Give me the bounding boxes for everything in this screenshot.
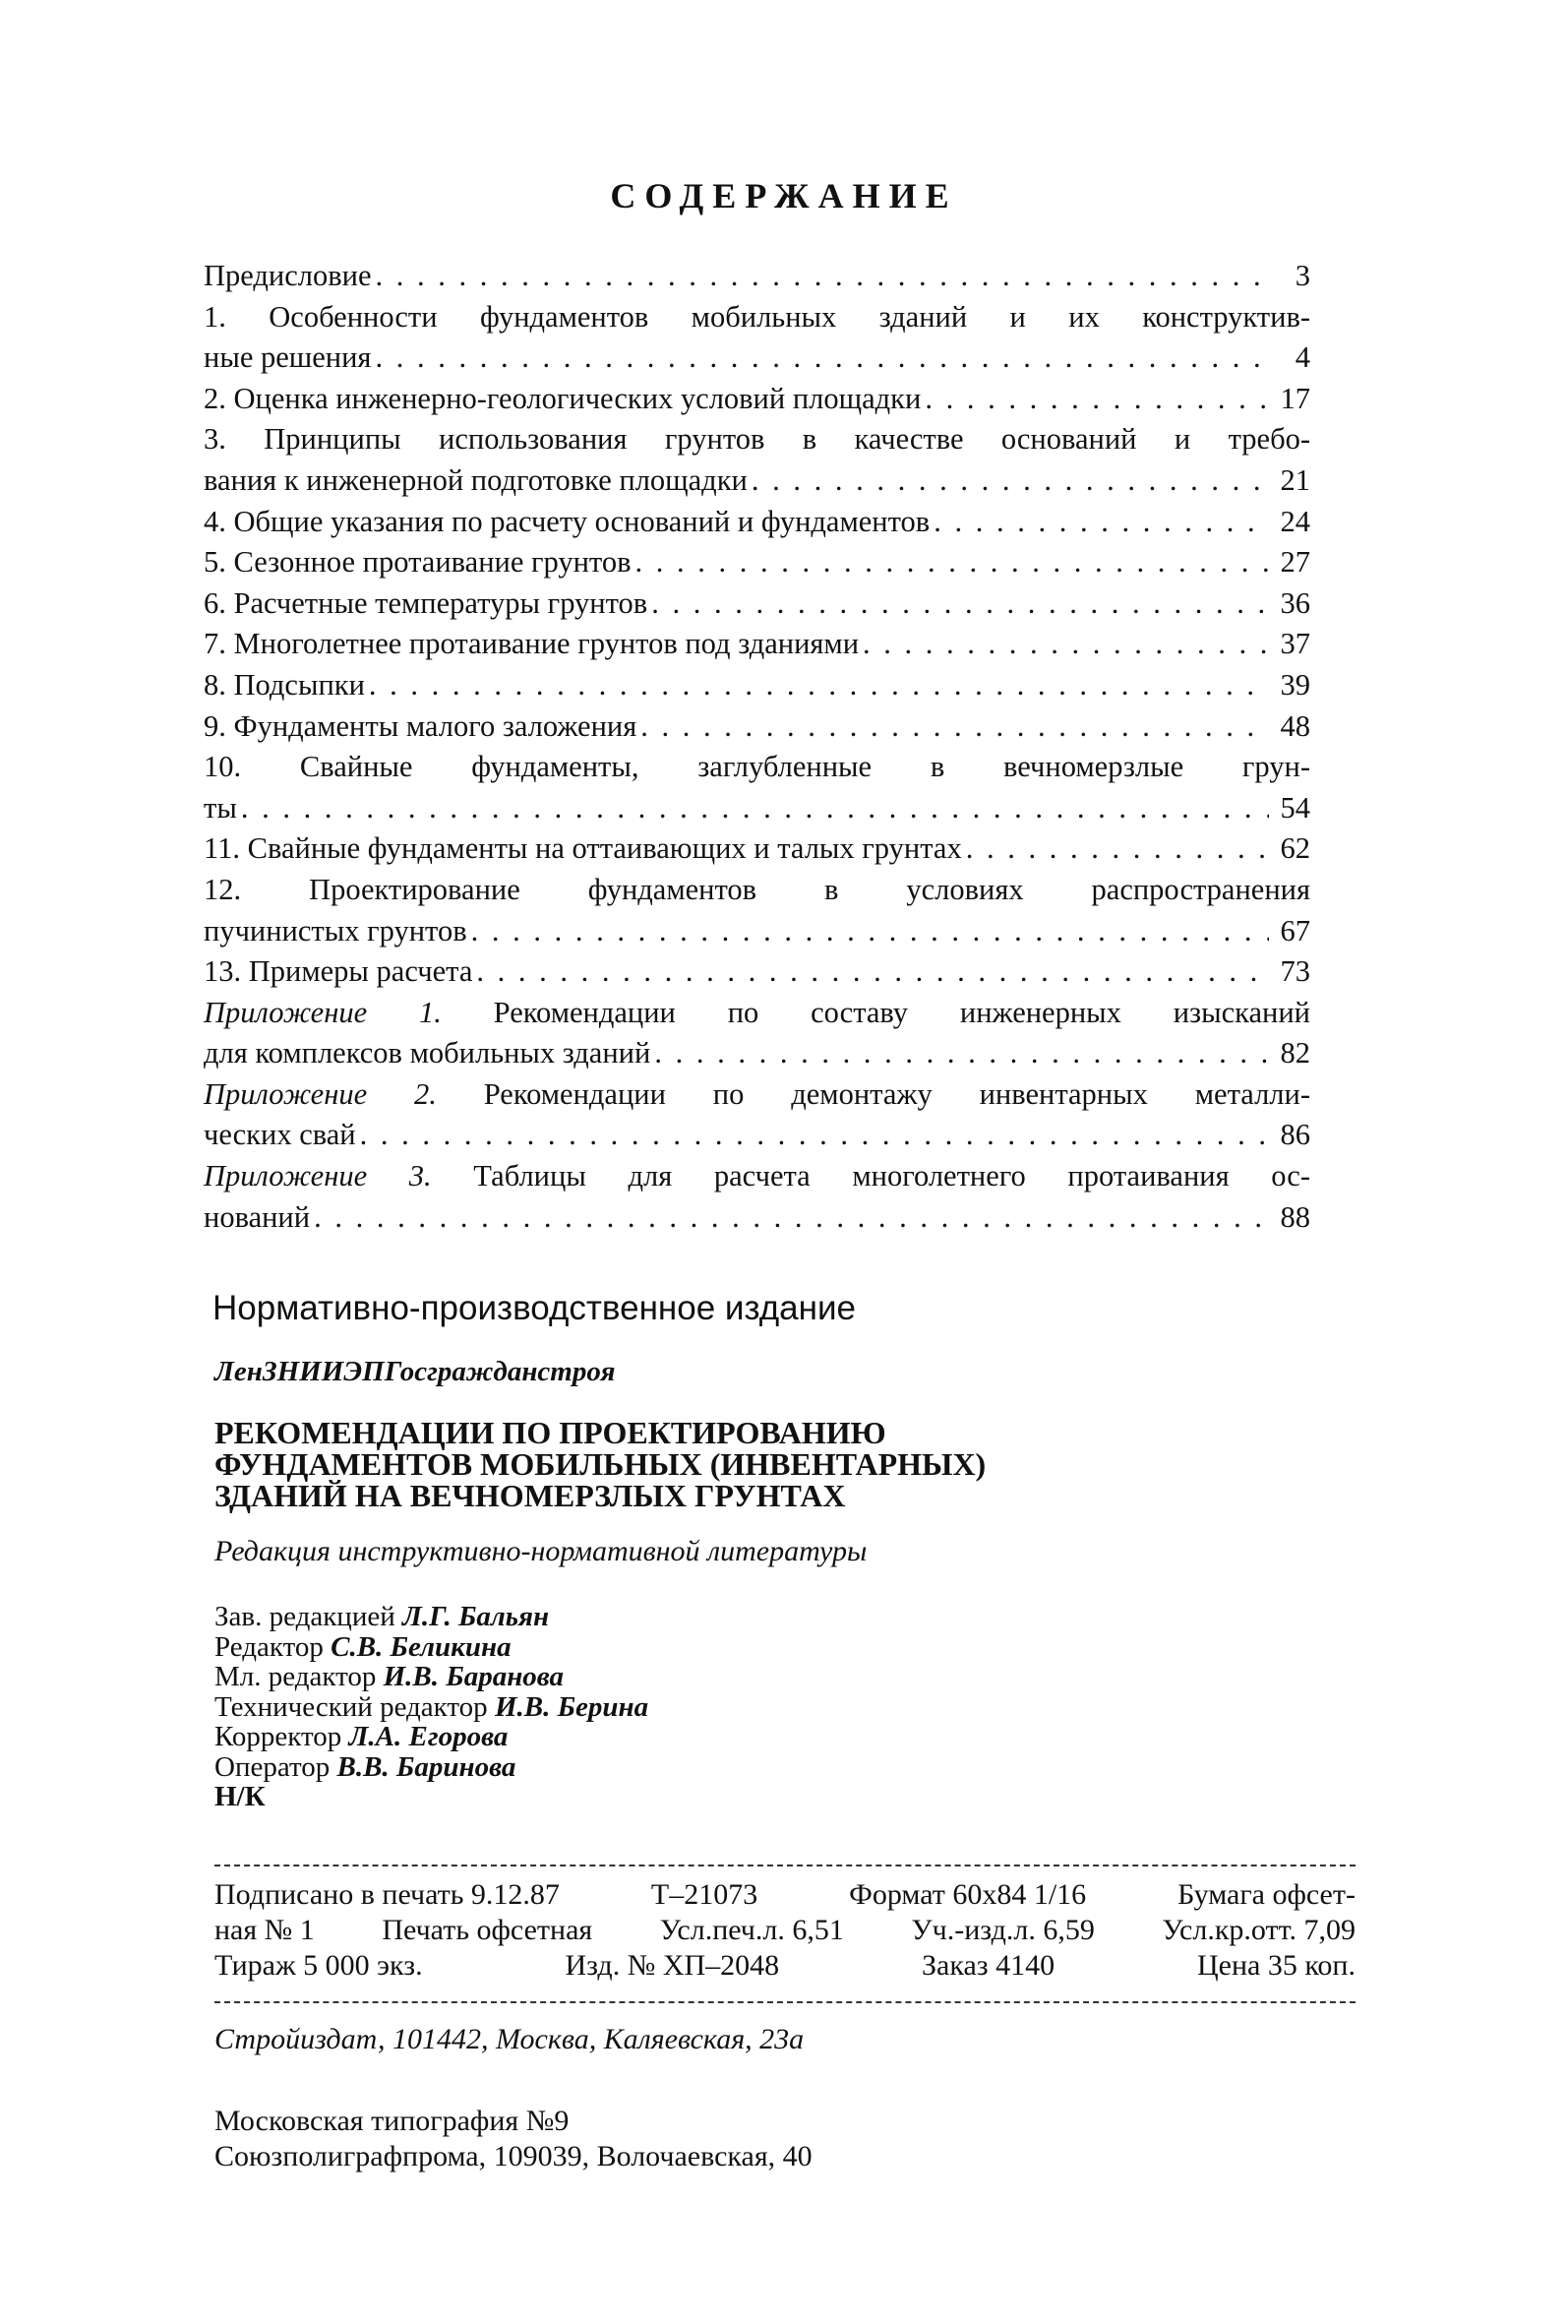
toc-page-number: 48 [1280,708,1310,743]
staff-line [214,1722,648,1752]
dashed-divider [214,2001,1356,2003]
dot-leader [651,583,1269,625]
toc-entry-text: 10. Свайные фундаменты, заглубленные в вечномерзлые грун- [204,750,1310,784]
toc-entry-line [204,1115,1310,1156]
toc-entry [204,747,1310,828]
book-title-line: РЕКОМЕНДАЦИИ ПО ПРОЕКТИРОВАНИЮ [214,1415,886,1450]
toc-entry-text: ные решения [204,340,372,375]
toc-entry-text: для комплексов мобильных зданий [204,1036,651,1070]
staff-role: Оператор [214,1750,331,1783]
staff-line [214,1662,648,1692]
toc-entry [204,993,1310,1074]
toc-page-number: 36 [1280,585,1310,620]
toc-entry-text: ты [204,790,237,825]
print-field: Тираж 5 000 экз. [214,1949,423,1982]
print-field: Подписано в печать 9.12.87 [214,1878,560,1911]
toc-entry-line [204,1033,1310,1074]
dot-leader [654,1033,1269,1074]
toc-entry-text: вания к инженерной подготовке площадки [204,462,748,497]
print-field: Заказ 4140 [922,1949,1055,1982]
toc-page-number: 62 [1280,831,1310,866]
toc-entry-text: Рекомендации по составу инженерных изысканий [441,995,1310,1029]
toc-entry [204,379,1310,420]
toc-entry-text: 9. Фундаменты малого заложения [204,708,637,743]
toc-page-number: 4 [1295,340,1310,375]
print-field: Усл.печ.л. 6,51 [659,1914,844,1946]
toc-entry-first-line [204,993,1310,1034]
toc-entry-first-line [204,1074,1310,1116]
staff-line [214,1692,648,1723]
toc-entry-line [204,502,1310,543]
dot-leader [863,624,1269,665]
toc-entry-text: 8. Подсыпки [204,667,365,702]
book-title-line: ЗДАНИЙ НА ВЕЧНОМЕРЗЛЫХ ГРУНТАХ [214,1478,846,1513]
edition-type: Нормативно-производственное издание [212,1289,856,1327]
toc-page-number: 67 [1280,913,1310,948]
toc-entry-text: Рекомендации по демонтажу инвентарных металли- [436,1076,1310,1111]
toc-entry-first-line [204,747,1310,788]
toc-page-number: 39 [1280,667,1310,702]
dot-leader [375,337,1269,379]
staff-list [214,1602,648,1812]
toc-entry-text: 3. Принципы использования грунтов в качестве оснований и требо- [204,422,1310,457]
toc-entry-text: нований [204,1199,311,1234]
toc-entry [204,706,1310,748]
toc-entry [204,951,1310,993]
code-mark: Н/К [214,1781,266,1812]
toc-entry-line [204,379,1310,420]
dot-leader [360,1115,1269,1156]
dot-leader [471,911,1269,952]
staff-line [214,1602,648,1632]
contents-title: СОДЕРЖАНИЕ [610,176,958,215]
toc-entry-first-line [204,297,1310,338]
toc-entry [204,256,1310,297]
staff-line [214,1632,648,1663]
toc-entry [204,419,1310,501]
toc-entry-text: 11. Свайные фундаменты на оттаивающих и талых грунтах [204,831,962,866]
toc-page-number: 86 [1280,1118,1310,1152]
staff-role: Корректор [214,1721,342,1752]
toc-entry-text: ческих свай [204,1118,356,1152]
print-field: ная № 1 [214,1914,315,1946]
staff-name: Л.А. Егорова [348,1721,509,1752]
toc-entry-text: 12. Проектирование фундаментов в условиях распространения [204,872,1310,906]
printer [214,2104,813,2174]
staff-name: И.В. Берина [494,1690,649,1723]
appendix-label: Приложение 1. [204,995,442,1029]
toc-entry-line [204,911,1310,952]
toc-entry-text: Таблицы для расчета многолетнего протаивания ос- [431,1159,1310,1193]
staff-role: Редактор [214,1630,324,1663]
staff-name: Л.Г. Бальян [401,1601,550,1632]
toc-entry [204,828,1310,870]
print-field: Бумага офсет- [1177,1878,1356,1911]
toc-entry [204,665,1310,706]
publisher: Стройиздат, 101442, Москва, Каляевская, 23а [214,2023,805,2055]
printer-line: Московская типография №9 [214,2105,570,2137]
printer-line: Союзполиграфпрома, 109039, Волочаевская, 40 [214,2140,813,2172]
print-field: Печать офсетная [382,1914,593,1946]
toc-page-number: 21 [1280,462,1310,497]
toc-entry-text: 6. Расчетные температуры грунтов [204,585,648,620]
toc-entry-text: 13. Примеры расчета [204,954,473,989]
print-field: Усл.кр.отт. 7,09 [1162,1914,1356,1946]
dot-leader [925,379,1269,420]
toc-entry-line [204,1197,1310,1239]
toc-entry-text: 1. Особенности фундаментов мобильных зданий и их конструктив- [204,299,1310,334]
appendix-label: Приложение 2. [204,1076,437,1111]
print-info-row [214,1948,1356,1984]
staff-role: Технический редактор [214,1690,488,1723]
staff-name: С.В. Беликина [331,1630,512,1663]
toc-entry-line [204,256,1310,297]
dot-leader [476,951,1269,993]
dot-leader [376,256,1269,297]
toc-page-number: 27 [1280,545,1310,580]
staff-role: Мл. редактор [214,1661,377,1692]
toc-entry-text: пучинистых грунтов [204,913,467,948]
toc-page-number: 24 [1280,504,1310,538]
book-title-line: ФУНДАМЕНТОВ МОБИЛЬНЫХ (ИНВЕНТАРНЫХ) [214,1446,987,1482]
toc-entry-first-line [204,870,1310,911]
toc-page-number: 82 [1280,1036,1310,1070]
dot-leader [640,706,1269,748]
print-field: Уч.-изд.л. 6,59 [911,1914,1095,1946]
toc-entry-text: 4. Общие указания по расчету оснований и фундаментов [204,504,931,538]
toc-entry-line [204,951,1310,993]
toc-entry [204,542,1310,583]
print-field: Формат 60x84 1/16 [849,1878,1087,1911]
organization: ЛенЗНИИЭПГосгражданстроя [214,1356,616,1387]
toc-entry [204,870,1310,951]
table-of-contents [204,256,1310,1238]
toc-entry [204,502,1310,543]
print-info-row [214,1877,1356,1913]
staff-role: Зав. редакцией [214,1601,395,1632]
toc-entry [204,1156,1310,1238]
print-info-row [214,1913,1356,1948]
staff-line [214,1752,648,1783]
dot-leader [314,1197,1269,1239]
toc-entry-line [204,706,1310,748]
dot-leader [369,665,1269,706]
dot-leader [934,502,1269,543]
print-field: Т–21073 [650,1878,758,1911]
toc-entry-first-line [204,419,1310,460]
toc-entry-text: Предисловие [204,259,372,292]
print-field: Цена 35 коп. [1197,1949,1356,1982]
toc-page-number: 73 [1280,954,1310,989]
staff-name: И.В. Баранова [383,1661,565,1692]
toc-entry-first-line [204,1156,1310,1197]
toc-entry [204,624,1310,665]
editorial-office: Редакция инструктивно-нормативной литературы [214,1535,868,1567]
toc-page-number: 54 [1280,790,1310,825]
toc-entry [204,583,1310,625]
print-info [214,1877,1356,1984]
toc-entry-line [204,828,1310,870]
toc-entry-line [204,337,1310,379]
toc-entry-line [204,542,1310,583]
toc-entry-text: 2. Оценка инженерно-геологических условий площадки [204,381,922,415]
appendix-label: Приложение 3. [204,1159,432,1193]
toc-entry-line [204,788,1310,829]
toc-entry-text: 7. Многолетнее протаивание грунтов под зданиями [204,627,860,661]
toc-page-number: 37 [1280,627,1310,661]
toc-page-number: 17 [1280,381,1310,415]
dot-leader [635,542,1269,583]
dot-leader [241,788,1269,829]
toc-page-number: 3 [1295,259,1310,292]
toc-entry-line [204,624,1310,665]
toc-entry-line [204,665,1310,706]
toc-entry-text: 5. Сезонное протаивание грунтов [204,545,632,580]
toc-page-number: 88 [1280,1199,1310,1234]
toc-entry-line [204,460,1310,502]
dashed-divider [214,1865,1356,1866]
dot-leader [966,828,1269,870]
toc-entry [204,297,1310,379]
dot-leader [752,460,1269,502]
book-title [214,1417,986,1511]
print-field: Изд. № ХП–2048 [565,1949,780,1982]
toc-entry-line [204,583,1310,625]
toc-entry [204,1074,1310,1156]
staff-name: В.В. Баринова [336,1750,516,1783]
